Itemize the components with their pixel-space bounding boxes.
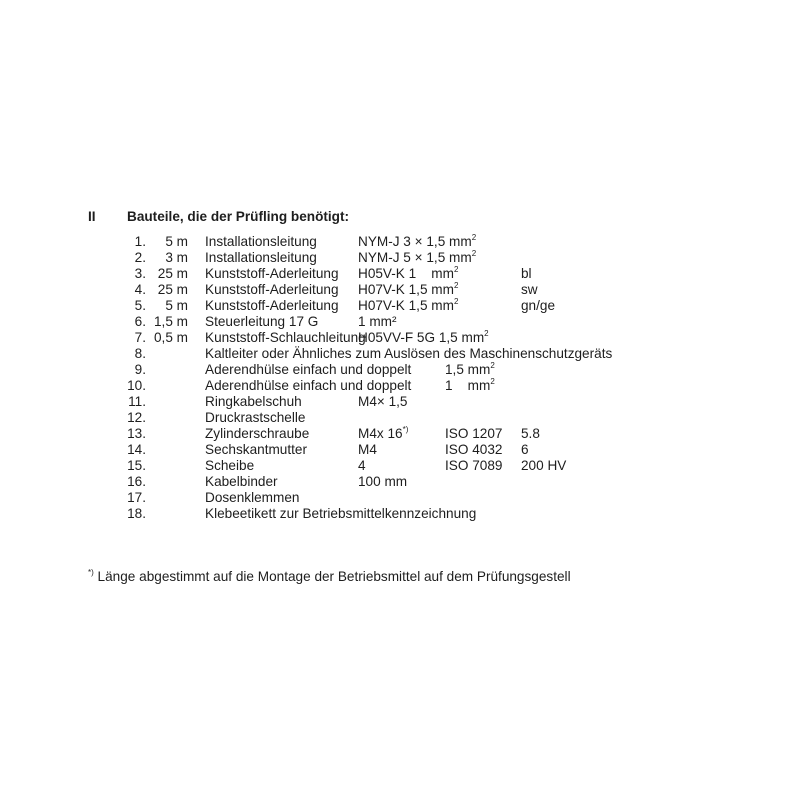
- item-spec-superscript: 2: [484, 329, 489, 338]
- item-name: Sechskantmutter: [205, 442, 307, 457]
- item-number: 2.: [134, 250, 146, 265]
- item-standard: [445, 426, 502, 442]
- item-spec: [358, 298, 458, 314]
- item-number: 16.: [127, 474, 146, 489]
- item-number: 10.: [127, 378, 146, 393]
- item-number: 7.: [134, 330, 146, 345]
- item-spec-superscript: 2: [453, 297, 459, 306]
- item-spec-text: H07V-K 1,5 mm: [358, 298, 454, 313]
- item-standard-text: ISO 4032: [445, 442, 503, 457]
- list-item: [0, 410, 800, 426]
- item-name: Aderendhülse einfach und doppelt: [205, 362, 412, 377]
- item-standard-text: ISO 7089: [445, 458, 503, 473]
- item-number: 3.: [134, 266, 146, 281]
- item-name: Scheibe: [205, 458, 255, 473]
- item-spec: [358, 266, 458, 282]
- item-name: Ringkabelschuh: [205, 394, 302, 409]
- list-item: [0, 394, 800, 410]
- item-name: Kunststoff-Aderleitung: [205, 266, 339, 281]
- item-spec-text: M4× 1,5: [358, 394, 408, 409]
- item-spec-superscript: 2: [453, 281, 459, 290]
- item-color-grade: sw: [521, 282, 538, 297]
- footnote-marker: *): [88, 568, 94, 577]
- list-item: [0, 314, 800, 330]
- item-number: 18.: [127, 506, 146, 521]
- list-item: [0, 442, 800, 458]
- item-number: 12.: [127, 410, 146, 425]
- list-item: [0, 298, 800, 314]
- item-standard-text: 1 mm: [445, 378, 491, 393]
- item-number: 6.: [134, 314, 146, 329]
- item-name: Kabelbinder: [205, 474, 278, 489]
- item-length: 0,5 m: [154, 330, 188, 345]
- footnote-text: Länge abgestimmt auf die Montage der Betriebsmittel auf dem Prüfungsgestell: [93, 569, 571, 584]
- item-number: 4.: [134, 282, 146, 297]
- list-item: [0, 378, 800, 394]
- item-standard-superscript: 2: [490, 361, 495, 370]
- section-number: II: [88, 209, 96, 224]
- item-number: 17.: [127, 490, 146, 505]
- item-spec-text: 100 mm: [358, 474, 408, 489]
- footnote: [88, 569, 571, 584]
- list-item: [0, 234, 800, 250]
- item-standard: [445, 458, 502, 474]
- item-number: 14.: [127, 442, 146, 457]
- item-length: 1,5 m: [154, 314, 188, 329]
- item-number: 8.: [134, 346, 146, 361]
- list-item: [0, 490, 800, 506]
- item-length: 5 m: [165, 298, 188, 313]
- item-number: 1.: [134, 234, 146, 249]
- item-standard-superscript: 2: [490, 377, 495, 386]
- list-item: [0, 330, 800, 346]
- item-color-grade: gn/ge: [521, 298, 556, 313]
- item-spec: [358, 250, 476, 266]
- list-item: [0, 346, 800, 362]
- item-standard-text: 1,5 mm: [445, 362, 491, 377]
- item-number: 9.: [134, 362, 146, 377]
- item-spec: [358, 474, 407, 490]
- item-name: Druckrastschelle: [205, 410, 306, 425]
- item-standard: [445, 378, 495, 394]
- item-spec-text: NYM-J 3 × 1,5 mm: [358, 234, 472, 249]
- item-spec-text: NYM-J 5 × 1,5 mm: [358, 250, 472, 265]
- item-number: 13.: [127, 426, 146, 441]
- list-item: [0, 282, 800, 298]
- item-number: 15.: [127, 458, 146, 473]
- item-standard-text: ISO 1207: [445, 426, 503, 441]
- list-item: [0, 266, 800, 282]
- item-spec-superscript: 2: [453, 265, 459, 274]
- item-number: 5.: [134, 298, 146, 313]
- item-standard: [445, 442, 502, 458]
- item-name: Kaltleiter oder Ähnliches zum Auslösen des Maschinenschutzgeräts: [205, 346, 613, 361]
- list-item: [0, 362, 800, 378]
- list-item: [0, 474, 800, 490]
- item-spec-text: H05VV-F 5G 1,5 mm: [358, 330, 485, 345]
- item-length: 5 m: [165, 234, 188, 249]
- list-item: [0, 250, 800, 266]
- item-standard: [445, 362, 495, 378]
- item-spec: [358, 330, 489, 346]
- item-spec-superscript: *): [402, 425, 409, 434]
- item-spec-text: M4: [358, 442, 377, 457]
- item-spec-text: 1 mm²: [358, 314, 397, 329]
- item-name: Zylinderschraube: [205, 426, 310, 441]
- list-item: [0, 458, 800, 474]
- item-spec-text: M4x 16: [358, 426, 403, 441]
- item-spec: [358, 426, 408, 442]
- item-name: Dosenklemmen: [205, 490, 300, 505]
- section-title: Bauteile, die der Prüfling benötigt:: [127, 209, 350, 224]
- item-spec: [358, 282, 458, 298]
- item-spec-superscript: 2: [471, 233, 477, 242]
- item-color-grade: bl: [521, 266, 532, 281]
- item-name: Kunststoff-Aderleitung: [205, 282, 339, 297]
- item-spec-text: H07V-K 1,5 mm: [358, 282, 454, 297]
- item-spec-text: H05V-K 1 mm: [358, 266, 454, 281]
- list-item: [0, 506, 800, 522]
- item-color-grade: 200 HV: [521, 458, 567, 473]
- item-spec: [358, 442, 377, 458]
- item-name: Installationsleitung: [205, 234, 317, 249]
- item-length: 25 m: [157, 266, 188, 281]
- item-spec-superscript: 2: [471, 249, 477, 258]
- item-name: Aderendhülse einfach und doppelt: [205, 378, 412, 393]
- item-color-grade: 5.8: [521, 426, 540, 441]
- item-name: Steuerleitung 17 G: [205, 314, 319, 329]
- item-name: Installationsleitung: [205, 250, 317, 265]
- item-color-grade: 6: [521, 442, 529, 457]
- item-length: 3 m: [165, 250, 188, 265]
- item-name: Klebeetikett zur Betriebsmittelkennzeichnung: [205, 506, 477, 521]
- item-length: 25 m: [157, 282, 188, 297]
- item-spec: [358, 234, 476, 250]
- item-name: Kunststoff-Aderleitung: [205, 298, 339, 313]
- item-spec: [358, 314, 397, 330]
- list-item: [0, 426, 800, 442]
- item-spec: [358, 458, 366, 474]
- item-spec: [358, 394, 408, 410]
- item-number: 11.: [128, 394, 146, 409]
- item-spec-text: 4: [358, 458, 366, 473]
- item-name: Kunststoff-Schlauchleitung: [205, 330, 366, 345]
